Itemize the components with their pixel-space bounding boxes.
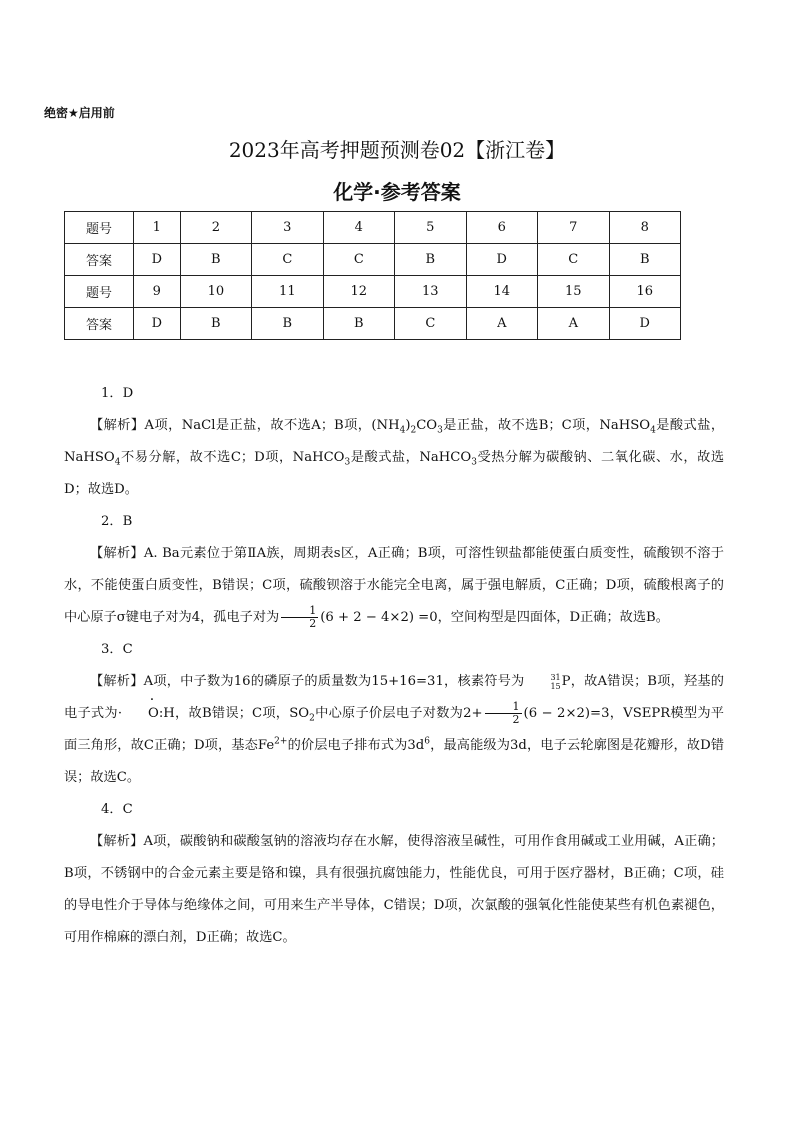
question-2-number: 2．B [101, 514, 133, 529]
question-1-explanation: 【解析】A项，NaCl是正盐，故不选A；B项，$(NH_4)_2CO_3$是正盐，故不选B；C项，NaHSO$_4$是酸式盐，NaHSO$_4$不易分解，故不选C；D项，NaHCO$_3$是酸式盐，NaHCO$_3$受热分解为碳酸钠、二氧化碳、水，故选D；故选D。 [64, 418, 725, 497]
answer-table [64, 211, 681, 340]
answer-cell: 10 [180, 276, 251, 308]
answer-cell: D [609, 308, 681, 340]
question-1-number: 1．D [101, 386, 134, 401]
answer-table-row [65, 212, 681, 244]
answer-table-row [65, 308, 681, 340]
answer-cell: A [538, 308, 609, 340]
answer-cell: 1 [134, 212, 181, 244]
answer-cell: 15 [538, 276, 609, 308]
row-label: 题号 [65, 276, 134, 308]
answer-cell: B [180, 308, 251, 340]
electron-dot-oxygen: · O [122, 698, 159, 730]
question-4-explanation: 【解析】A项，碳酸钠和碳酸氢钠的溶液均存在水解，使得溶液呈碱性，可用作食用碱或工业用碱，A正确；B项，不锈钢中的合金元素主要是铬和镍，具有很强抗腐蚀能力，性能优良，可用于医疗器材，B正确；C项，硅的导电性介于导体与绝缘体之间，可用来生产半导体，C错误；D项，次氯酸的强氧化性能使某些有机色素褪色，可用作棉麻的漂白剂，D正确；故选C。 [64, 834, 724, 945]
answer-cell: 2 [180, 212, 251, 244]
answer-cell: 13 [395, 276, 466, 308]
answer-cell: 11 [252, 276, 323, 308]
answer-cell: B [252, 308, 323, 340]
answer-cell: 9 [134, 276, 181, 308]
answer-cell: B [395, 244, 466, 276]
answer-cell: 16 [609, 276, 681, 308]
page-title: 2023年高考押题预测卷02【浙江卷】 [228, 138, 566, 162]
answer-cell: B [323, 308, 394, 340]
answer-table-row [65, 276, 681, 308]
question-3-explanation: 【解析】A项，中子数为16的磷原子的质量数为15+16=31，核素符号为 31 15 P，故A错误；B项，羟基的电子式为·· O:H，故B错误；C项，$SO_2$中心原子价层电子对数为2+ $\frac{1}{2}$ (6 − 2×2)=3，VSEPR模型为平面三角形，故C正确；D项，基态$Fe^{2+}$的价层电子排布式为$3d^6$，最高能级为3d，电子云轮廓图是花瓣形，故D错误；故选C。 [64, 666, 724, 794]
fraction: $\frac{1}{2}$ [281, 605, 318, 630]
row-label: 答案 [65, 244, 134, 276]
answer-cell: 7 [538, 212, 609, 244]
nuclide-symbol: 31 15 [550, 672, 561, 691]
answer-cell: 4 [323, 212, 394, 244]
question-2-explanation: 【解析】A. Ba元素位于第ⅡA族，周期表s区，A正确；B项，可溶性钡盐都能使蛋白质变性，硫酸钡不溶于水，不能使蛋白质变性，B错误；C项，硫酸钡溶于水能完全电离，属于强电解质，C正确；D项，硫酸根离子的中心原子σ键电子对为4，孤电子对为 $\frac{1}{2}$ (6 + 2 − 4×2) =0，空间构型是四面体，D正确；故选B。 [64, 546, 724, 630]
answer-cell: 6 [466, 212, 537, 244]
answer-cell: 5 [395, 212, 466, 244]
answer-table-row [65, 244, 681, 276]
question-4-number: 4．C [101, 802, 133, 817]
fraction: $\frac{1}{2}$ [485, 701, 522, 726]
answer-cell: A [466, 308, 537, 340]
answer-cell: 8 [609, 212, 681, 244]
answer-cell: C [538, 244, 609, 276]
answer-cell: C [323, 244, 394, 276]
answer-cell: 14 [466, 276, 537, 308]
solutions-body [64, 378, 724, 954]
row-label: 题号 [65, 212, 134, 244]
answer-cell: D [134, 244, 181, 276]
answer-cell: C [395, 308, 466, 340]
answer-cell: 3 [252, 212, 323, 244]
question-3-number: 3．C [101, 642, 133, 657]
confidential-label: 绝密★启用前 [44, 106, 115, 120]
row-label: 答案 [65, 308, 134, 340]
answer-cell: B [609, 244, 681, 276]
answer-cell: C [252, 244, 323, 276]
answer-cell: 12 [323, 276, 394, 308]
answer-cell: B [180, 244, 251, 276]
answer-cell: D [466, 244, 537, 276]
answer-cell: D [134, 308, 181, 340]
page-subtitle: 化学·参考答案 [333, 180, 461, 204]
